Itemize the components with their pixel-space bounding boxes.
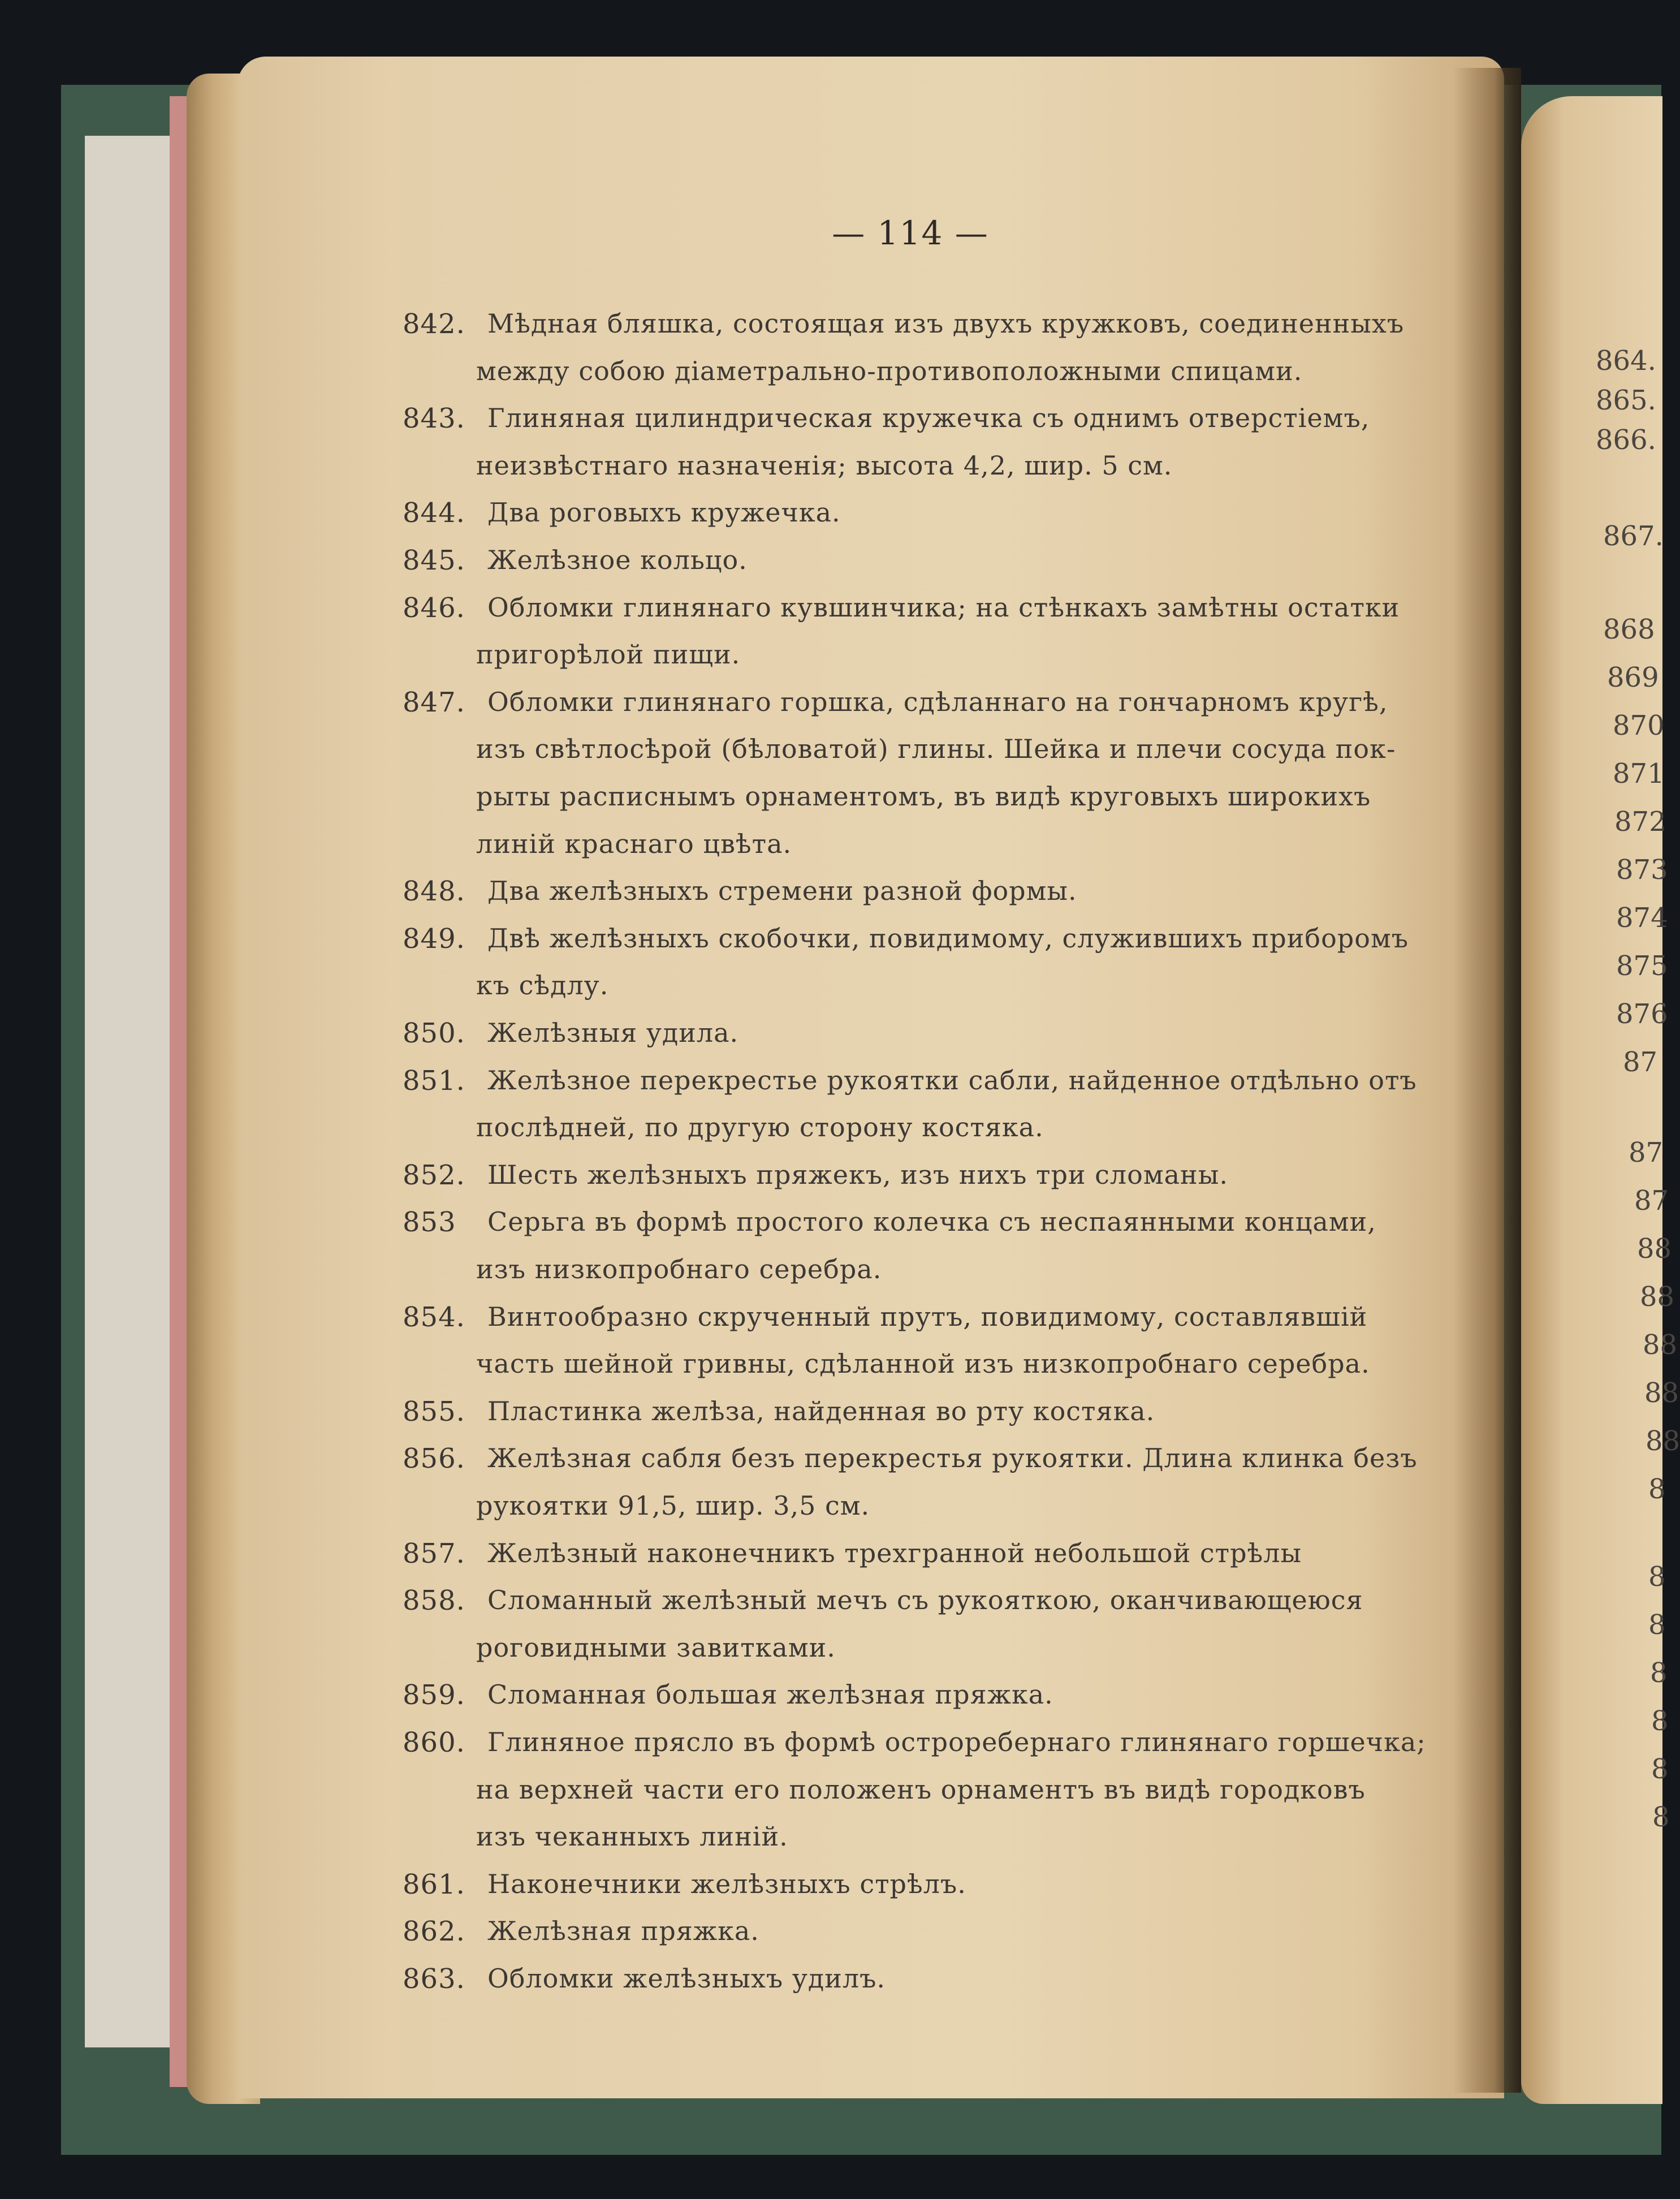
entry-text: Глиняное прясло въ формѣ остроребернаго глинянаго горшечка; [487, 1727, 1426, 1757]
right-page-entry-number: 8 [1652, 1801, 1670, 1833]
right-page-entry-number: 869 [1607, 662, 1659, 693]
right-page-entry-number: 8 [1651, 1753, 1669, 1785]
entry-number: 846. [403, 592, 465, 624]
entry-number: 852. [403, 1159, 465, 1191]
right-page-entry-number: 87 [1629, 1137, 1664, 1169]
entry-text: Желѣзныя удила. [487, 1017, 739, 1048]
right-page-entry-number: 88 [1637, 1233, 1672, 1265]
entry-text-continuation: рыты расписнымъ орнаментомъ, въ видѣ круговыхъ широкихъ [476, 781, 1371, 812]
right-page-entry-number: 871 [1613, 758, 1665, 790]
right-page-entry-number: 8 [1648, 1473, 1666, 1505]
entry-text-continuation: изъ низкопробнаго серебра. [476, 1254, 882, 1284]
entry-text: Желѣзное перекрестье рукоятки сабли, найденное отдѣльно отъ [487, 1064, 1417, 1096]
right-page-entry-number: 864. [1596, 345, 1656, 377]
entry-text-continuation: часть шейной гривны, сдѣланной изъ низкопробнаго серебра. [476, 1348, 1370, 1379]
right-page-entry-number: 874 [1616, 902, 1668, 934]
right-page-entry-number: 88 [1644, 1377, 1679, 1409]
right-page-entry-number: 868 [1603, 614, 1655, 645]
right-page-entry-number: 865. [1596, 385, 1656, 416]
entry-text: Мѣдная бляшка, состоящая изъ двухъ кружковъ, соединенныхъ [487, 308, 1405, 339]
entry-text-continuation: изъ свѣтлосѣрой (бѣловатой) глины. Шейка и плечи сосуда пок- [476, 734, 1396, 765]
entry-text: Обломки глинянаго кувшинчика; на стѣнкахъ замѣтны остатки [487, 592, 1400, 623]
right-page-entry-number: 876 [1616, 998, 1668, 1030]
entry-text: Винтообразно скрученный прутъ, повидимому, составлявшій [487, 1301, 1368, 1332]
page-number: — 114 — [832, 214, 989, 252]
entry-text-continuation: между собою діаметрально-противоположными спицами. [476, 355, 1303, 386]
entry-text-continuation: изъ чеканныхъ линій. [476, 1821, 788, 1852]
right-page-entry-number: 88 [1640, 1281, 1675, 1313]
entry-text: Двѣ желѣзныхъ скобочки, повидимому, служившихъ приборомъ [487, 922, 1409, 954]
right-page-entry-number: 8 [1648, 1561, 1666, 1593]
entry-text: Желѣзный наконечникъ трехгранной небольшой стрѣлы [487, 1537, 1302, 1568]
right-page-entry-number: 8 [1648, 1609, 1666, 1641]
entry-text: Желѣзное кольцо. [487, 545, 748, 575]
right-page-entry-number: 873 [1616, 854, 1668, 886]
entry-text: Наконечники желѣзныхъ стрѣлъ. [487, 1868, 966, 1899]
right-page-entry-number: 88 [1646, 1425, 1680, 1457]
right-page-entry-number: 8 [1651, 1705, 1669, 1737]
entry-text: Сломанный желѣзный мечъ съ рукояткою, оканчивающеюся [487, 1585, 1363, 1616]
right-page-entry-number: 867. [1603, 520, 1664, 552]
entry-number: 857. [403, 1537, 465, 1570]
right-page-entry-number: 872 [1614, 806, 1666, 838]
entry-number: 842. [403, 308, 465, 340]
entry-text: Сломанная большая желѣзная пряжка. [487, 1679, 1053, 1710]
entry-text-continuation: неизвѣстнаго назначенія; высота 4,2, шир. 5 см. [476, 450, 1173, 481]
entry-number: 862. [403, 1916, 465, 1948]
entry-number: 863. [403, 1963, 465, 1995]
entry-text: Глиняная цилиндрическая кружечка съ однимъ отверстіемъ, [487, 403, 1370, 434]
entry-text: Обломки желѣзныхъ удилъ. [487, 1963, 886, 1994]
entry-text: Обломки глинянаго горшка, сдѣланнаго на гончарномъ кругѣ, [487, 686, 1388, 717]
entry-number: 860. [403, 1727, 465, 1758]
entry-text: Два роговыхъ кружечка. [487, 497, 841, 528]
entry-number: 844. [403, 497, 465, 529]
right-page-entry-number: 88 [1643, 1329, 1678, 1361]
right-page-entry-number: 875 [1616, 950, 1668, 982]
entry-text-continuation: къ сѣдлу. [476, 970, 609, 1001]
entry-text: Желѣзная пряжка. [487, 1916, 759, 1947]
entry-text: Серьга въ формѣ простого колечка съ неспаянными концами, [487, 1206, 1376, 1238]
right-page-entry-number: 870 [1613, 710, 1665, 741]
entry-text: Шесть желѣзныхъ пряжекъ, изъ нихъ три сломаны. [487, 1159, 1228, 1190]
entry-text: Два желѣзныхъ стремени разной формы. [487, 876, 1077, 907]
right-page-entry-number: 87 [1634, 1185, 1669, 1217]
entry-number: 850. [403, 1017, 465, 1049]
entry-number: 849. [403, 922, 465, 955]
entry-text-continuation: линій краснаго цвѣта. [476, 828, 792, 859]
entry-number: 847. [403, 686, 465, 718]
entry-text-continuation: на верхней части его положенъ орнаментъ въ видѣ городковъ [476, 1774, 1366, 1805]
entry-number: 851. [403, 1064, 465, 1097]
entry-text-continuation: послѣдней, по другую сторону костяка. [476, 1112, 1044, 1143]
entry-number: 854. [403, 1301, 465, 1333]
entry-number: 845. [403, 545, 465, 576]
right-page-entry-number: 866. [1596, 424, 1656, 456]
entry-number: 856. [403, 1443, 465, 1475]
right-page-entry-number: 87 [1623, 1046, 1658, 1078]
entry-text-continuation: пригорѣлой пищи. [476, 639, 741, 670]
book-gutter [1453, 68, 1521, 2093]
entry-number: 858. [403, 1585, 465, 1617]
entry-text: Желѣзная сабля безъ перекрестья рукоятки. Длина клинка безъ [487, 1443, 1418, 1474]
entry-text-continuation: роговидными завитками. [476, 1632, 836, 1663]
entry-number: 861. [403, 1868, 465, 1900]
entry-number: 843. [403, 403, 465, 435]
entry-number: 853 [403, 1206, 456, 1239]
entry-number: 855. [403, 1395, 465, 1428]
entry-text: Пластинка желѣза, найденная во рту костяка. [487, 1395, 1155, 1426]
entry-number: 848. [403, 876, 465, 908]
entry-text-continuation: рукоятки 91,5, шир. 3,5 см. [476, 1490, 870, 1521]
entry-number: 859. [403, 1679, 465, 1711]
right-page-entry-number: 8 [1650, 1657, 1668, 1689]
